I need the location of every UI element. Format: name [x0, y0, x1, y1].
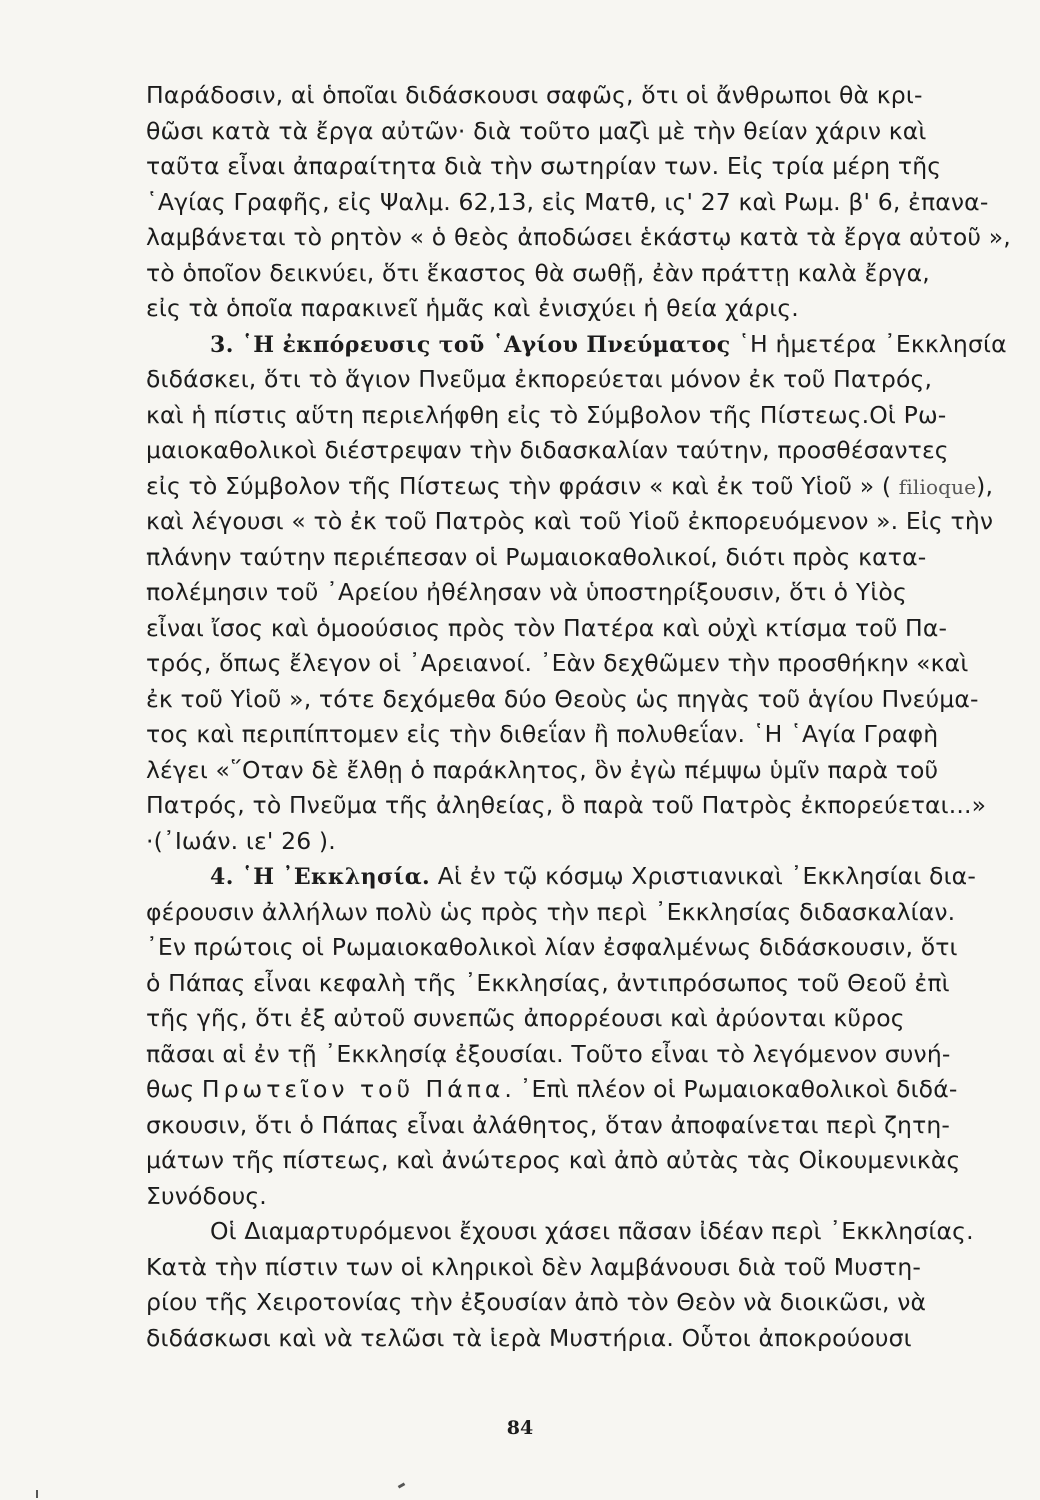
closing-first-line: Οἱ Διαμαρτυρόμενοι ἔχουσι χάσει πᾶσαν ἰδέαν περὶ ᾿Εκκλησίας.: [210, 1217, 974, 1245]
section-4-heading: 4. ῾Η ᾿Εκκλησία.: [210, 864, 431, 890]
text-line: ρίου τῆς Χειροτονίας τὴν ἐξουσίαν ἀπὸ τὸν Θεὸν νὰ διοικῶσι, νὰ: [146, 1288, 927, 1316]
text-line: σκουσιν, ὅτι ὁ Πάπας εἶναι ἀλάθητος, ὅταν ἀποφαίνεται περὶ ζητη-: [146, 1110, 951, 1139]
text-line: ᾿Εν πρώτοις οἱ Ρωμαιοκαθολικοὶ λίαν ἐσφαλμένως διδάσκουσιν, ὅτι: [146, 933, 958, 961]
text-line: καὶ ἡ πίστις αὕτη περιελήφθη εἰς τὸ Σύμβολον τῆς Πίστεως.Οἱ Ρω-: [146, 400, 947, 429]
text-line: Κατὰ τὴν πίστιν των οἱ κληρικοὶ δὲν λαμβάνουσι διὰ τοῦ Μυστη-: [146, 1252, 921, 1281]
text-line: πᾶσαι αἱ ἐν τῇ ᾿Εκκλησίᾳ ἐξουσίαι. Τοῦτο εἶναι τὸ λεγόμενον συνή-: [146, 1039, 951, 1068]
text-line: εἶναι ἴσος καὶ ὁμοούσιος πρὸς τὸν Πατέρα καὶ οὐχὶ κτίσμα τοῦ Πα-: [146, 613, 948, 642]
text-line: μαιοκαθολικοὶ διέστρεψαν τὴν διδασκαλίαν ταύτην, προσθέσαντες: [146, 436, 949, 464]
scan-speck: [36, 1490, 38, 1498]
text-line: τῆς γῆς, ὅτι ἐξ αὐτοῦ συνεπῶς ἀπορρέουσι καὶ ἀρύονται κῦρος: [146, 1004, 905, 1032]
text-line: φέρουσιν ἀλλήλων πολὺ ὡς πρὸς τὴν περὶ ᾿Εκκλησίας διδασκαλίαν.: [146, 897, 956, 926]
text-line: θῶσι κατὰ τὰ ἔργα αὐτῶν· διὰ τοῦτο μαζὶ μὲ τὴν θείαν χάριν καὶ: [146, 116, 927, 145]
page-number: 84: [506, 1417, 534, 1439]
section-4-first-line: 4. ῾Η ᾿Εκκλησία. Αἱ ἐν τῷ κόσμῳ Χριστιανικαὶ ᾿Εκκλησίαι δια-: [210, 862, 976, 890]
text-line: ῾Αγίας Γραφῆς, εἰς Ψαλμ. 62,13, εἰς Ματθ, ις' 27 καὶ Ρωμ. β' 6, ἐπανα-: [146, 187, 989, 216]
text-line: λέγει «῞Οταν δὲ ἔλθῃ ὁ παράκλητος, ὃν ἐγὼ πέμψω ὑμῖν παρὰ τοῦ: [146, 755, 939, 784]
text-line: διδάσκωσι καὶ νὰ τελῶσι τὰ ἱερὰ Μυστήρια. Οὗτοι ἀποκρούουσι: [146, 1323, 912, 1352]
text-line: τος καὶ περιπίπτομεν εἰς τὴν διθεΐαν ἢ πολυθεΐαν. ῾Η ῾Αγία Γραφὴ: [146, 720, 939, 748]
primacy-term: Πρωτεῖον τοῦ Πάπα: [201, 1075, 505, 1103]
text-line: Συνόδους.: [146, 1181, 267, 1210]
primacy-line: θως Πρωτεῖον τοῦ Πάπα. ᾿Επὶ πλέον οἱ Ρωμαιοκαθολικοὶ διδά-: [146, 1075, 958, 1103]
section-3-first-line: 3. ῾Η ἐκπόρευσις τοῦ ῾Αγίου Πνεύματος ῾Η ἡμετέρα ᾿Εκκλησία: [210, 329, 1007, 358]
text-line: Παράδοσιν, αἱ ὁποῖαι διδάσκουσι σαφῶς, ὅτι οἱ ἄνθρωποι θὰ κρι-: [146, 81, 923, 109]
text-line: Πατρός, τὸ Πνεῦμα τῆς ἀληθείας, ὃ παρὰ τοῦ Πατρὸς ἐκπορεύεται...»: [146, 791, 987, 819]
scan-speck: [398, 1482, 406, 1488]
text-line: διδάσκει, ὅτι τὸ ἅγιον Πνεῦμα ἐκπορεύεται μόνον ἐκ τοῦ Πατρός,: [146, 365, 933, 393]
text-line: ταῦτα εἶναι ἀπαραίτητα διὰ τὴν σωτηρίαν των. Εἰς τρία μέρη τῆς: [146, 152, 942, 180]
text-line: πολέμησιν τοῦ ᾿Αρείου ἠθέλησαν νὰ ὑποστηρίξουσιν, ὅτι ὁ Υἱὸς: [146, 578, 907, 606]
page-text: [146, 78, 1022, 1356]
text-line: εἰς τὰ ὁποῖα παρακινεῖ ἡμᾶς καὶ ἐνισχύει ἡ θεία χάρις.: [146, 294, 799, 322]
text-line: τρός, ὅπως ἔλεγον οἱ ᾿Αρειανοί. ᾿Εὰν δεχθῶμεν τὴν προσθήκην «καὶ: [146, 649, 969, 677]
text-line: ὁ Πάπας εἶναι κεφαλὴ τῆς ᾿Εκκλησίας, ἀντιπρόσωπος τοῦ Θεοῦ ἐπὶ: [146, 968, 950, 997]
text-line: μάτων τῆς πίστεως, καὶ ἀνώτερος καὶ ἀπὸ αὐτὰς τὰς Οἰκουμενικὰς: [146, 1146, 961, 1174]
text-line: ἐκ τοῦ Υἱοῦ », τότε δεχόμεθα δύο Θεοὺς ὡς πηγὰς τοῦ ἁγίου Πνεύμα-: [146, 684, 979, 713]
filioque-word: filioque: [898, 474, 977, 499]
text-line: τὸ ὁποῖον δεικνύει, ὅτι ἕκαστος θὰ σωθῇ, ἐὰν πράττῃ καλὰ ἔργα,: [146, 258, 930, 287]
text-line: ·(᾿Ιωάν. ιε' 26 ).: [146, 826, 336, 855]
text-line: πλάνην ταύτην περιέπεσαν οἱ Ρωμαιοκαθολικοί, διότι πρὸς κατα-: [146, 542, 927, 571]
text-line: καὶ λέγουσι « τὸ ἐκ τοῦ Πατρὸς καὶ τοῦ Υἱοῦ ἐκπορευόμενον ». Εἰς τὴν: [146, 507, 994, 535]
section-3-heading: 3. ῾Η ἐκπόρευσις τοῦ ῾Αγίου Πνεύματος: [210, 331, 731, 358]
filioque-line: εἰς τὸ Σύμβολον τῆς Πίστεως τὴν φράσιν « καὶ ἐκ τοῦ Υἱοῦ » ( filioque),: [146, 471, 994, 500]
text-line: λαμβάνεται τὸ ρητὸν « ὁ θεὸς ἀποδώσει ἑκάστῳ κατὰ τὰ ἔργα αὐτοῦ »,: [146, 223, 1011, 251]
